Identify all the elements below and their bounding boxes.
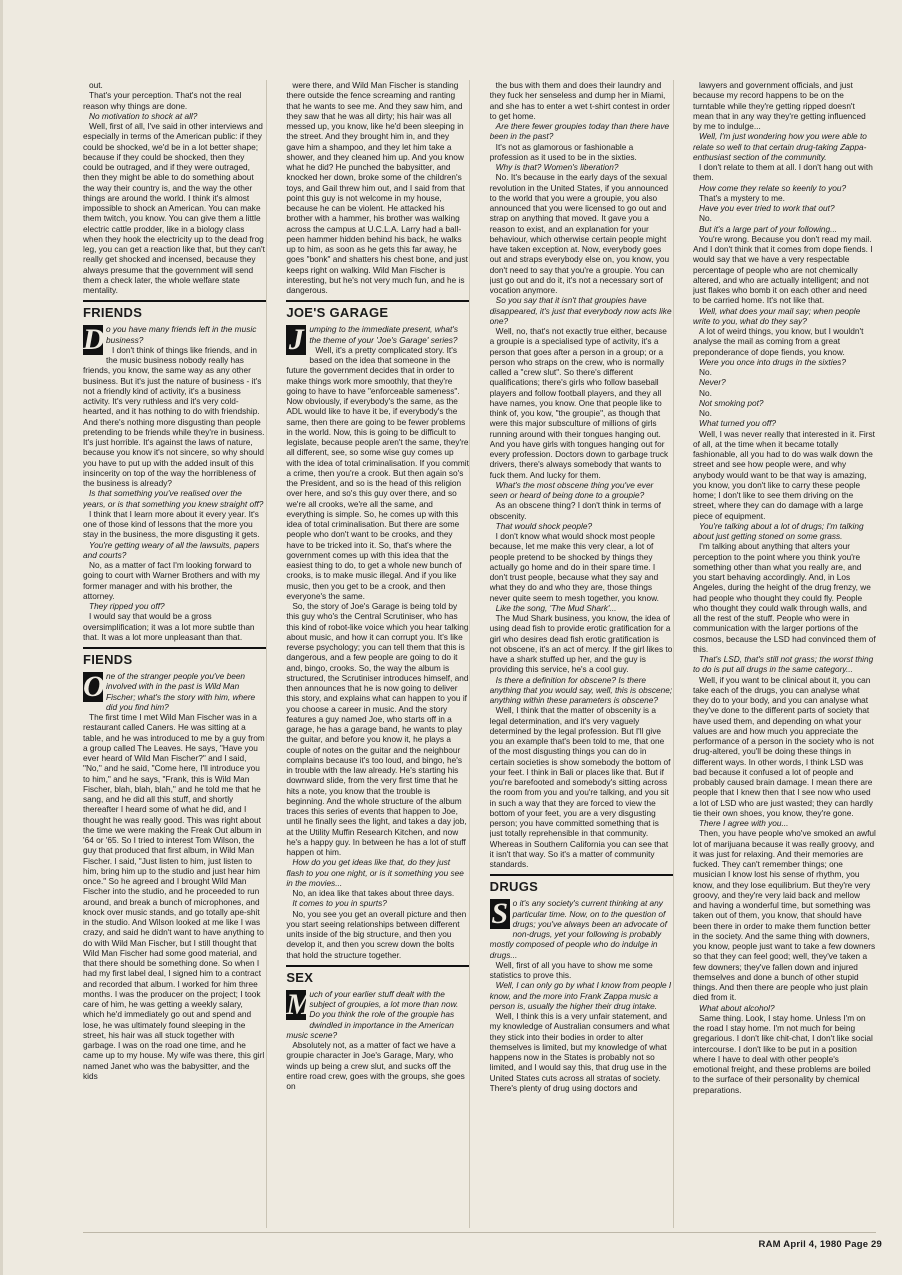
interview-answer: Well, first of all you have to show me some statistics to prove this. bbox=[489, 959, 653, 980]
interview-question: Were you once into drugs in the sixties? bbox=[698, 356, 846, 367]
interview-answer: No. It's because in the early days of the sexual revolution in the United States, if you announced to the world that you were a groupie, you also announced that you were licensed to go out and strap on anything that moved. It gave you a reason to exist, and an explanation for your behaviour, which otherwise certain people might have taken exception at. Now, everybody goes out and straps everybody else on, you know, you don't need to say that you're a groupie. You can just go out and do it, it's not a necessary sort of vocation anymore. bbox=[489, 172, 670, 295]
interview-question: But it's a large part of your following... bbox=[698, 223, 838, 234]
interview-answer: No. bbox=[698, 213, 712, 224]
interview-question: Why is that? Women's liberation? bbox=[495, 162, 619, 172]
interview-question: You're getting weary of all the lawsuits, papers and courts? bbox=[83, 539, 260, 560]
interview-answer: I'm talking about anything that alters your perception to the point where you think you're something other than what you really are, and you start behaving accordingly. And, in Los Angeles, during the height of the drug frenzy, we had people who thought they could fly. People who thought they could walk through walls, and all the rest of the stuff. People who were in communication with the larger portions of the cosmos, because the LSD had convinced them of this. bbox=[692, 541, 876, 654]
interview-answer: Well, no, that's not exactly true either, because a groupie is a specialised type of activity, it's a person that goes after a person in a group; or a person who straps on the crew, who is normally called a "crew slut". So there's different qualifications; there's girls who follow baseball players and follow football players, and they all have names, you know. One that people like to think of, you kow, "the groupie", as though that were this major subsculture of millions of girls running around with their tongues hanging out. And you have girls with tongues hanging out for every profession. Doctors down to garbage truck drivers, there's always somebody that wants to fuck them. And lucky for them. bbox=[489, 326, 669, 480]
interview-answer: Well, I think that the matter of obscenity is a legal determination, and it's very vaguely determined by the legal profession. But I'll give you an example that's been told to me, that one of the most disgusting things you can do in certain societies is show somebody the bottom of your feet. I think in Bali or places like that. But if you're barefooted and somebody's sitting across the room from you and you're talking, and you sit in such a way that they are forced to view the bottom of your feet, you are a very disgusting person; you have committed something that is just totally reprehensible in that community. Whereas in Southern California you can see that it isn't that way. So it's a matter of community standards. bbox=[489, 705, 671, 869]
column-2 bbox=[286, 80, 470, 1228]
friends-lead-text: o you have many friends left in the music business? bbox=[106, 324, 257, 345]
interview-answer: Well, I think this is a very unfair statement, and my knowledge of Australian consumers and what they stick into their bodies in order to alter themselves is limited, but my knowledge of what happens now in the States is probably not so limited, and I would say this, that drug use in the United States cuts across all stratas of society. There's plenty of drug using doctors and bbox=[489, 1011, 670, 1093]
fiends-lead-question bbox=[83, 671, 266, 712]
interview-answer: I don't relate to them at all. I don't hang out with them. bbox=[692, 162, 873, 183]
column-1 bbox=[83, 80, 267, 1228]
interview-answer: You're wrong. Because you don't read my mail. And I don't think that it comes from dope fiends. I would say that we have a very respectable percentage of people who are not chemically altered, and who are actually intelligent; and not just flakes who bomb it on each other and need to be carried home. It's not like that. bbox=[692, 233, 873, 306]
garage-lead-question bbox=[286, 323, 469, 357]
interview-question: What's the most obscene thing you've ever seen or heard of being done to a groupie? bbox=[489, 479, 654, 500]
interview-answer: It's not as glamorous or fashionable a profession as it used to be in the sixties. bbox=[489, 141, 637, 162]
sex-body bbox=[286, 1040, 469, 1091]
interview-question: Like the song, 'The Mud Shark'... bbox=[495, 602, 617, 613]
interview-answer: As an obscene thing? I don't think in terms of obscenity. bbox=[489, 500, 661, 521]
interview-question: They ripped you off? bbox=[89, 601, 165, 611]
interview-answer: No, an idea like that takes about three days. bbox=[292, 888, 455, 898]
interview-question: How come they relate so keenly to you? bbox=[698, 182, 847, 193]
column-3 bbox=[490, 80, 674, 1228]
interview-question: Is that something you've realised over the years, or is that something you knew straight off? bbox=[83, 488, 264, 509]
interview-question: Well, what does your mail say; when people write to you, what do they say? bbox=[692, 305, 861, 326]
interview-answer: I would say that would be a gross oversimplification; it was a lot more subtle than that. It was a lot more unpleasant than that. bbox=[83, 611, 255, 642]
col1-intro bbox=[83, 80, 266, 295]
friends-body bbox=[83, 345, 266, 642]
interview-answer: The first time I met Wild Man Fischer was in a restaurant called Caners. He was sitting at a table, and he was introduced to me by a guy from a group called The Leaves. He says, "Have you ever heard of Wild Man Fischer?" and I said, "No," and he said, "Come here, I'll introduce you to him," and he says, "Frank, this is Wild Man Fischer, blah, blah, blah," and he told me that he sang, and he did all this stuff, and shortly thereafter I heard some of what he did, and I thought he was really good. This was right about the time we were making the Freak Out album in '64 or '65. So I tried to interest Tom Wilson, the guy that produced that first album, in Wild Man Fischer. I said, "Just listen to him, just listen to him, bring him up to the studio and just hear him once." So he agreed and I brought Wild Man Fischer into the studio, and he proceeded to run around, and break a bunch of microphones, and knock over music stands, and go totally ape-shit in the studio. And Wilson looked at me like I was crazy, and said he didn't want to have anything to do with Wild Man Fischer, but I still thought that Wild Man Fischer had some good material, and that there should be something done. So when I had my first label deal, I signed him to a contract and recorded that album. I worked for him three months. I was the producer on the project; I took care of him, he was getting a weekly salary, which he'd immediately go out and spend and lose, he was ultimately found sleeping in the street, his hair was all stuck together with garbage. I was on the road one time, and he came up to my house. My wife was there, this girl named Janet who was the babysitter, and the kids bbox=[83, 712, 265, 1081]
col2-intro bbox=[286, 80, 469, 295]
drugs-lead-text: o it's any society's current thinking at any particular time. Now, on to the question of drugs; you've always been an advocate of non-drugs, yet your following is probably mostly composed of people who do indulge in drugs... bbox=[489, 898, 667, 960]
interview-answer: the bus with them and does their laundry and they fuck her senseless and dump her in Miami, and she has to enter a wet t-shirt contest in order to get home. bbox=[489, 80, 670, 121]
interview-question: There I agree with you... bbox=[698, 818, 789, 828]
interview-question: What about alcohol? bbox=[698, 1002, 775, 1013]
interview-answer: A lot of weird things, you know, but I wouldn't analyse the mail as coming from a great preponderance of dope fiends, you know. bbox=[692, 326, 864, 357]
interview-answer: That's your perception. That's not the real reason why things are done. bbox=[83, 90, 242, 111]
interview-answer: Well, it's a pretty complicated story. It's based on the idea that someone in the future the government decides that in order to make things work more smoothly, that they're going to have to have "enforceable sameness". Now obviously, if everybody's the same, as the ADL would like to have it be, if everybody's the same, then there are going to be fewer problems in the world. Now, this is going to be difficult to legislate, because people aren't the same, they're all different, see, so some wise guy comes up with the idea of total criminalisation. If you commit a crime, then you're a crook. But then again so's the President, and so is the head of this religion over here, and so's this guy over there, and so we're all crooks, we're all the same, and everything is simple. So, he comes up with this idea of total criminalisation. But there are some people who don't want to be crooks, and they have to be tricked into it. So, that's where the government comes up with this idea that the easiest thing to do, to get a whole new bunch of crooks, is to make music illegal. And if you like music, then you get to be a crook, and then everyone's the same. bbox=[286, 344, 469, 601]
dropcap-o: O bbox=[83, 670, 105, 703]
interview-question: Well, I'm just wondering how you were able to relate so well to that certain drug-taking Zappa-enthusiast section of the community. bbox=[692, 131, 867, 162]
section-heading-joes-garage: JOE'S GARAGE bbox=[286, 300, 469, 320]
interview-answer: lawyers and government officials, and just because my record happens to be on the turntable while they're getting ripped doesn't mean that in any way they're getting influenced by me to indulge... bbox=[692, 80, 866, 131]
interview-question: That's LSD, that's still not grass; the worst thing to do is put all drugs in the same category... bbox=[692, 654, 874, 675]
column-4 bbox=[693, 80, 876, 1228]
section-heading-sex: SEX bbox=[286, 965, 469, 985]
interview-answer: No, as a matter of fact I'm looking forward to going to court with Warner Brothers and with my former manager and with his brother, the attorney. bbox=[83, 560, 260, 601]
footer-rule bbox=[83, 1232, 876, 1233]
interview-question: Is there a definition for obscene? Is there anything that you would say, well, this is obscene; anything within these parameters is obscene? bbox=[489, 674, 673, 705]
drugs-body bbox=[490, 960, 673, 1093]
interview-answer: I don't know what would shock most people because, let me make this very clear, a lot of people pretend to be shocked by things they actually go home and do in their spare time. I don't trust people, because what they say and what they do and who they are, those things never quite seem to mesh together, you know. bbox=[489, 531, 659, 603]
interview-answer: No, you see you get an overall picture and then you start seeing relationships between different units inside of the big structure, and then you develop it, and then you screw down the bolts that hold the structure together. bbox=[286, 908, 467, 960]
sex-lead-question bbox=[286, 989, 469, 1040]
interview-question: That would shock people? bbox=[495, 520, 593, 531]
col3-intro bbox=[490, 80, 673, 869]
interview-answer: No. bbox=[698, 387, 712, 398]
interview-answer: That's a mystery to me. bbox=[698, 192, 785, 203]
interview-answer: out. bbox=[89, 80, 103, 90]
interview-answer: I think that I learn more about it every year. It's one of those kind of lessons that the more you stay in the business, the more disgusting it gets. bbox=[83, 508, 260, 540]
interview-question: You're talking about a lot of drugs; I'm talking about just getting stoned on some grass. bbox=[692, 520, 864, 541]
interview-answer: The Mud Shark business, you know, the idea of using dead fish to provide erotic gratification for a girl who desires dead fish erotic gratification is not obscene, it's an act of mercy. If the girl likes to have a shark stuffed up her, and the guy is providing this service, he's a cool guy. bbox=[489, 613, 673, 675]
fiends-lead-text: ne of the stranger people you've been involved with in the past is Wild Man Fischer; what's the story with him, where did you find him? bbox=[106, 671, 256, 712]
interview-answer: No. bbox=[698, 408, 712, 418]
interview-question: No motivation to shock at all? bbox=[89, 110, 198, 121]
friends-lead-question bbox=[83, 323, 266, 357]
interview-answer: Well, first of all, I've said in other interviews and especially in terms of the American public: if they could be shocked, we'd be in a lot better shape; because if they could be shocked, then they could be outraged, and if they were outraged, then they might be able to do something about the way their country is, and the way the other things are around the world. I think it's almost impossible to shock an American. You can make them twitch, you know. You can give them a little electric cattle prodder, like in a biology class when they hook the electricity up to the dead frog leg, you can get a reaction like that, but they can't really get shocked and incensed, because they always presume that the government will send them a check later, the whole welfare state mentality. bbox=[83, 121, 265, 295]
interview-question: Have you ever tried to work that out? bbox=[698, 203, 835, 213]
dropcap-d: D bbox=[83, 323, 105, 357]
section-heading-drugs: DRUGS bbox=[490, 874, 673, 894]
magazine-page bbox=[83, 80, 876, 1228]
garage-lead-text: umping to the immediate present, what's the theme of your 'Joe's Garage' series? bbox=[309, 324, 459, 345]
sex-lead-text: uch of your earlier stuff dealt with the subject of groupies, a lot more than now. Do you think the role of the groupie has dwindled in importance in the American music scene? bbox=[286, 988, 459, 1040]
interview-answer: Well, if you want to be clinical about it, you can take each of the drugs, you can analyse what they do to your body, and you can analyse what they've done to the different parts of society that have used them, and depending on what your values are and how much you appreciate the performance of a person in the society who is not drug-altered, you'll be doing these things in different ways. In other words, I think LSD was bad because it confused a lot of people and probably caused brain damage. I mean there are people that I knew then that I see now who used a lot of LSD who are just wasted; they can hardly tie their own shoes, you know, they're gone. bbox=[692, 674, 874, 818]
drugs-lead-question bbox=[490, 898, 673, 960]
page-footer: RAM April 4, 1980 Page 29 bbox=[758, 1239, 882, 1250]
interview-answer: Absolutely not, as a matter of fact we have a groupie character in Joe's Garage, Mary, who winds up being a crew slut, and sucks off the entire road crew, goes with the groups, she goes on bbox=[286, 1040, 465, 1091]
interview-question: Well, I can only go by what I know from people I know, and the more into Frank Zappa music a person is, usually the higher their drug intake. bbox=[489, 980, 672, 1011]
interview-answer: I don't think of things like friends, and in the music business nobody really has friends, you know, the same way as any other business. But it's just the nature of business - it's not a friendly kind of activity, it's a business activity. It's very ruthless and it's very cold-hearted, and it has nothing to do with friendship. And there's nothing more disgusting than people pretending to be friends while they're in business. It's just horrible. It's against the laws of nature, because you know it's not sincere, so why should you have to put up with the added insult of this insincerity on top of the way the horribleness of the business is already? bbox=[83, 344, 265, 488]
section-heading-friends: FRIENDS bbox=[83, 300, 266, 320]
scan-left-edge bbox=[0, 0, 3, 1275]
interview-answer: No. bbox=[698, 367, 712, 377]
interview-answer: So, the story of Joe's Garage is being told by this guy who's the Central Scrutiniser, who has this kind of robot-like voice which you hear talking about music, and how it can corrupt you. It's like reverse psychology; you can tell them that this is dangerous, and a few people are going to do it and, bingo, crooks. So, the way the album is structured, the Scrutiniser introduces himself, and then announces that he is now going to deliver this story, and explains what can happen to you if you choose a career in music. And the story features a guy named Joe, who starts off in a garage, he has a garage band, he wants to play the guitar, and before you know it, he plays a couple of notes on the guitar and the neighbour complains because it's too loud, and bingo, he's in trouble with the law already. He's starting his downward slide, from the very first time that he hits a note, you know that the trouble is beginning. And the whole structure of the album traces this series of events that happen to Joe, until he finally sees the light, and takes a day job, at the Utility Muffin Research Kitchen, and now he's a happy guy. In between he has a lot of stuff happen ot him. bbox=[286, 601, 469, 857]
interview-question: It comes to you in spurts? bbox=[292, 898, 387, 909]
garage-body bbox=[286, 345, 469, 960]
dropcap-m: M bbox=[286, 987, 314, 1021]
interview-answer: Same thing. Look, I stay home. Unless I'm on the road I stay home. I'm not much for being gregarious. I don't like chit-chat, I don't like social intercourse. I don't like to be put in a position where I have to deal with other people's emotional freight, and these problems are boiled to the surface of their personality by chemical preparations. bbox=[692, 1012, 873, 1095]
interview-question: Never? bbox=[698, 377, 726, 388]
interview-answer: Well, I was never really that interested in it. First of all, at the time when it became totally fashionable, all you had to do was walk down the street and see how people were, and why anybody would want to be that way is amazing, you know, you don't like to carry these people home; I don't like to see them driving on the street, where they can do damage with a large piece of equipment. bbox=[692, 428, 875, 521]
interview-question: Not smoking pot? bbox=[698, 397, 764, 408]
interview-question: How do you get ideas like that, do they just flash to you one night, or is it something you see in the movies... bbox=[286, 857, 464, 888]
interview-answer: were there, and Wild Man Fischer is standing there outside the fence screaming and ranting that he wants to see me. And they saw him, and they saw that he was all dirty; his hair was all messed up, you know, like he'd been sleeping in the street. And they brought him in, and they gave him a shampoo, and they let him take a shower, and they cleaned him up. And you know what he did? He punched the babysitter, and knocked her down, broke some of the children's toys, and Gail threw him out, and I said from that point this guy is not welcome in my house, because he can be violent. He attacked his brother with a hammer, his brother was walking across the campus at U.C.L.A. Larry had a ball-peen hammer hidden behind his back, he walks up to him, as soon as he gets this far away, he goes "bonk" and shatters his chest bone, and just keeps right on walking. Wild Man Fischer is interesting, but he's not very much fun, and he is dangerous. bbox=[286, 80, 468, 295]
interview-question: Are there fewer groupies today than there have been in the past? bbox=[489, 121, 670, 142]
interview-question: So you say that it isn't that groupies have disappeared, it's just that everybody now acts like one? bbox=[489, 295, 672, 326]
dropcap-s: S bbox=[491, 897, 508, 931]
section-heading-fiends: FIENDS bbox=[83, 647, 266, 667]
interview-answer: Then, you have people who've smoked an awful lot of marijuana because it was really groovy, and it was just for relaxing. And their memories are fucked. They can't remember things; one musician I know lost his sense of rhythm, you know, and they lose equilibrium. But they're very groovy, and they're very laid back and mellow and having a wonderful time, but something was taken out of them, you know, that should have been there in order to make them function better in the society. And the same thing with downers, you know, people just want to take a few downers so that they can feel good; well, they've taken a few downers; they've fallen down and injured themselves and done a bunch of other stupid things. And then there are people who just plain died from it. bbox=[692, 828, 876, 1003]
col4-body bbox=[693, 80, 876, 1095]
fiends-body bbox=[83, 712, 266, 1081]
interview-question: What turned you off? bbox=[698, 418, 777, 429]
dropcap-j: J bbox=[286, 325, 306, 355]
